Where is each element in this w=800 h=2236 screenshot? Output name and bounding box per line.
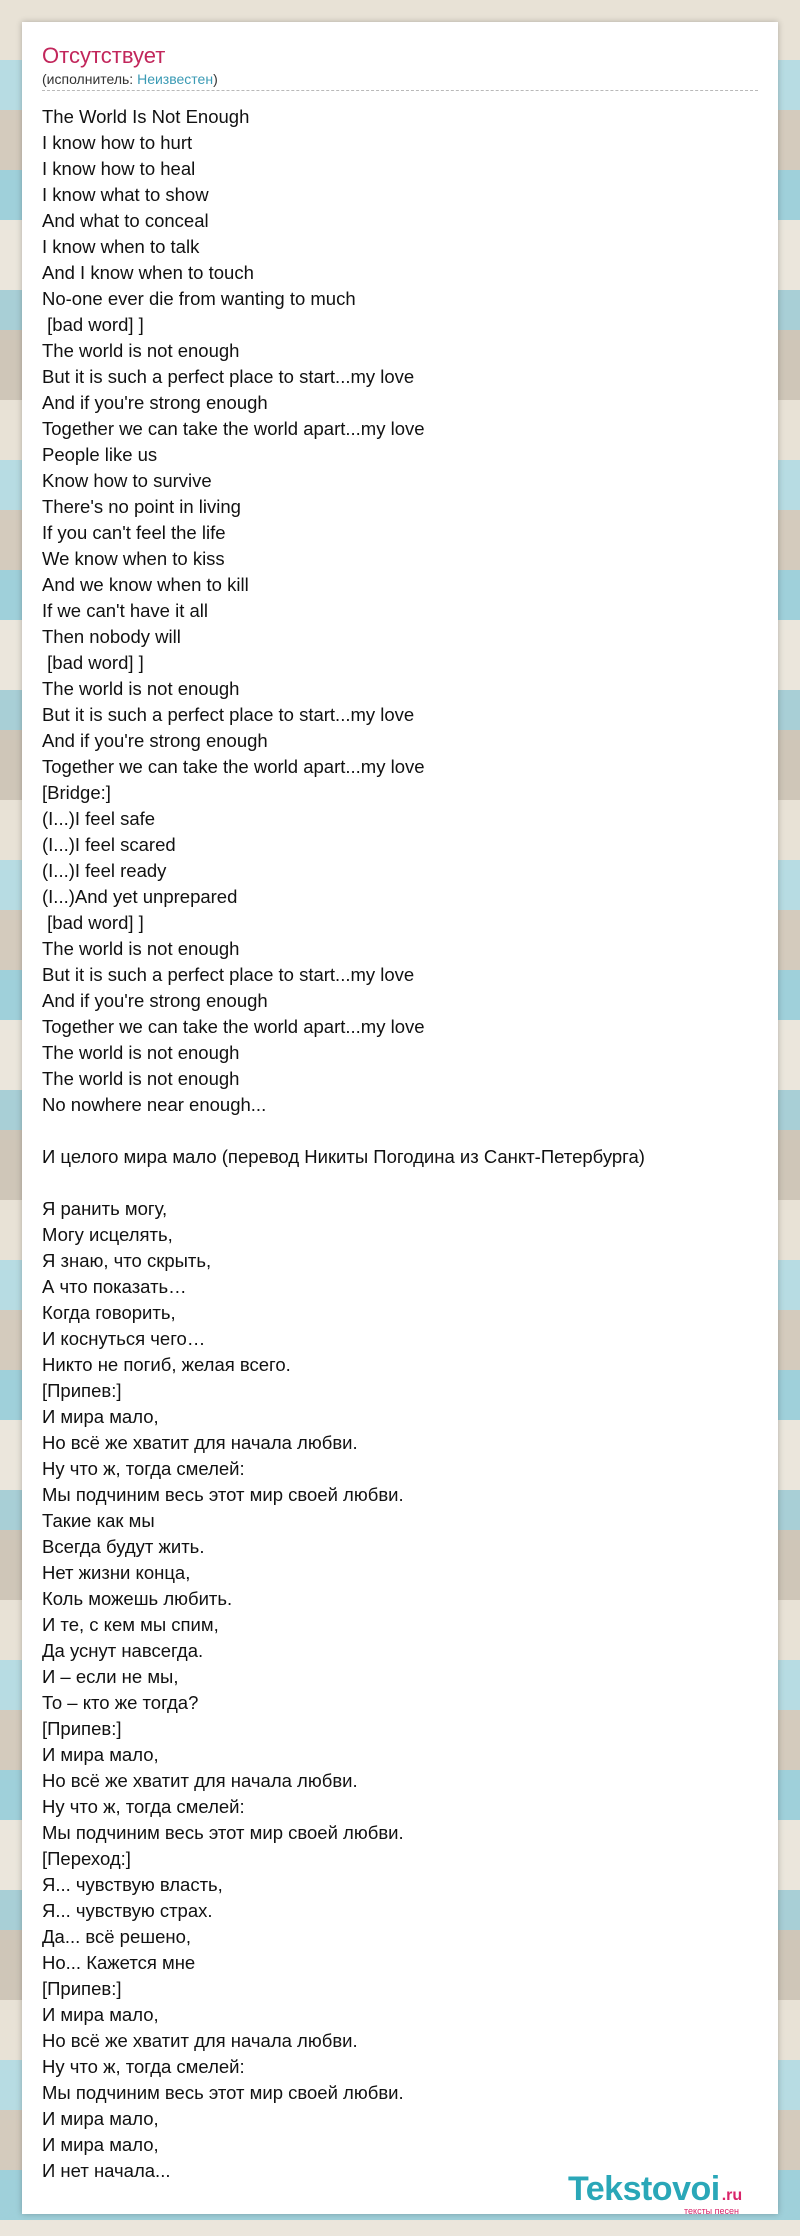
lyric-line: But it is such a perfect place to start...my love xyxy=(42,366,415,387)
lyric-line: Ну что ж, тогда смелей: xyxy=(42,2056,245,2077)
lyric-line: И целого мира мало (перевод Никиты Погодина из Санкт-Петербурга) xyxy=(42,1146,645,1167)
lyric-line: [Припев:] xyxy=(42,1978,122,1999)
lyric-line: [Припев:] xyxy=(42,1380,122,1401)
lyric-line: But it is such a perfect place to start...my love xyxy=(42,704,415,725)
lyric-line: And if you're strong enough xyxy=(42,730,268,751)
lyric-line: И коснуться чего… xyxy=(42,1328,206,1349)
lyric-line: [Bridge:] xyxy=(42,782,111,803)
lyric-line: There's no point in living xyxy=(42,496,241,517)
lyric-line: Мы подчиним весь этот мир своей любви. xyxy=(42,1822,404,1843)
lyric-line: Но всё же хватит для начала любви. xyxy=(42,1770,358,1791)
artist-suffix: ) xyxy=(213,71,218,87)
lyric-line: Мы подчиним весь этот мир своей любви. xyxy=(42,2082,404,2103)
lyric-line: No nowhere near enough... xyxy=(42,1094,267,1115)
artist-link[interactable]: Неизвестен xyxy=(137,71,214,87)
lyric-line: I know how to hurt xyxy=(42,132,193,153)
lyric-line: Когда говорить, xyxy=(42,1302,176,1323)
lyric-line: [Припев:] xyxy=(42,1718,122,1739)
site-logo[interactable] xyxy=(568,2172,768,2212)
lyric-line: I know when to talk xyxy=(42,236,200,257)
lyric-line: Together we can take the world apart...my love xyxy=(42,1016,425,1037)
lyric-line: Такие как мы xyxy=(42,1510,155,1531)
lyric-line: И нет начала... xyxy=(42,2160,171,2181)
lyric-line: Я знаю, что скрыть, xyxy=(42,1250,212,1271)
lyric-line: Ну что ж, тогда смелей: xyxy=(42,1458,245,1479)
lyric-line: Know how to survive xyxy=(42,470,212,491)
lyric-line: Но... Кажется мне xyxy=(42,1952,196,1973)
song-title: Отсутствует xyxy=(42,43,166,68)
lyric-line: Then nobody will xyxy=(42,626,181,647)
lyric-line xyxy=(42,1170,758,1196)
lyric-line: Коль можешь любить. xyxy=(42,1588,233,1609)
lyric-line: The world is not enough xyxy=(42,340,240,361)
lyric-line: Я ранить могу, xyxy=(42,1198,168,1219)
lyric-line: People like us xyxy=(42,444,158,465)
lyric-line: Нет жизни конца, xyxy=(42,1562,191,1583)
lyric-line: But it is such a perfect place to start...my love xyxy=(42,964,415,985)
lyric-line: Я... чувствую власть, xyxy=(42,1874,223,1895)
lyrics-text xyxy=(42,104,758,2184)
lyric-line: No-one ever die from wanting to much xyxy=(42,288,356,309)
lyric-line: Мы подчиним весь этот мир своей любви. xyxy=(42,1484,404,1505)
lyric-line: Да... всё решено, xyxy=(42,1926,192,1947)
lyric-line: If you can't feel the life xyxy=(42,522,226,543)
lyric-line: И те, с кем мы спим, xyxy=(42,1614,219,1635)
lyric-line: И мира мало, xyxy=(42,2108,159,2129)
lyric-line: [bad word] ] xyxy=(42,912,144,933)
lyric-line: I know how to heal xyxy=(42,158,196,179)
lyric-line: Могу исцелять, xyxy=(42,1224,173,1245)
lyric-line: И мира мало, xyxy=(42,2134,159,2155)
logo-tld: .ru xyxy=(721,2187,743,2204)
lyric-line: Но всё же хватит для начала любви. xyxy=(42,1432,358,1453)
lyric-line: The world is not enough xyxy=(42,1042,240,1063)
lyric-line: And we know when to kill xyxy=(42,574,249,595)
lyric-line: А что показать… xyxy=(42,1276,187,1297)
lyric-line: [Переход:] xyxy=(42,1848,131,1869)
lyrics-card xyxy=(22,22,778,2214)
lyric-line: And I know when to touch xyxy=(42,262,254,283)
lyric-line: Я... чувствую страх. xyxy=(42,1900,213,1921)
lyric-line: И – если не мы, xyxy=(42,1666,179,1687)
lyric-line: Но всё же хватит для начала любви. xyxy=(42,2030,358,2051)
lyric-line: То – кто же тогда? xyxy=(42,1692,199,1713)
lyric-line: Together we can take the world apart...my love xyxy=(42,756,425,777)
lyric-line: We know when to kiss xyxy=(42,548,225,569)
lyric-line: And what to conceal xyxy=(42,210,209,231)
song-header xyxy=(42,42,758,91)
artist-prefix: (исполнитель: xyxy=(42,71,138,87)
lyric-line: If we can't have it all xyxy=(42,600,209,621)
lyric-line: И мира мало, xyxy=(42,1406,159,1427)
lyric-line: The World Is Not Enough xyxy=(42,106,250,127)
lyric-line xyxy=(42,1118,758,1144)
lyric-line: [bad word] ] xyxy=(42,314,144,335)
lyric-line: И мира мало, xyxy=(42,2004,159,2025)
lyric-line: (I...)I feel scared xyxy=(42,834,176,855)
lyric-line: (I...)And yet unprepared xyxy=(42,886,238,907)
lyric-line: And if you're strong enough xyxy=(42,392,268,413)
lyric-line: И мира мало, xyxy=(42,1744,159,1765)
lyric-line: The world is not enough xyxy=(42,678,240,699)
lyric-line: (I...)I feel ready xyxy=(42,860,167,881)
logo-tagline: тексты песен xyxy=(684,2206,740,2214)
lyric-line: Всегда будут жить. xyxy=(42,1536,205,1557)
lyric-line: (I...)I feel safe xyxy=(42,808,156,829)
artist-line xyxy=(42,70,758,88)
lyric-line: The world is not enough xyxy=(42,938,240,959)
lyric-line: And if you're strong enough xyxy=(42,990,268,1011)
logo-name: Tekstovoi xyxy=(568,2170,720,2208)
lyric-line: I know what to show xyxy=(42,184,209,205)
lyric-line: Together we can take the world apart...my love xyxy=(42,418,425,439)
lyric-line: Ну что ж, тогда смелей: xyxy=(42,1796,245,1817)
lyric-line: Никто не погиб, желая всего. xyxy=(42,1354,291,1375)
lyric-line: Да уснут навсегда. xyxy=(42,1640,204,1661)
lyric-line: The world is not enough xyxy=(42,1068,240,1089)
lyric-line: [bad word] ] xyxy=(42,652,144,673)
